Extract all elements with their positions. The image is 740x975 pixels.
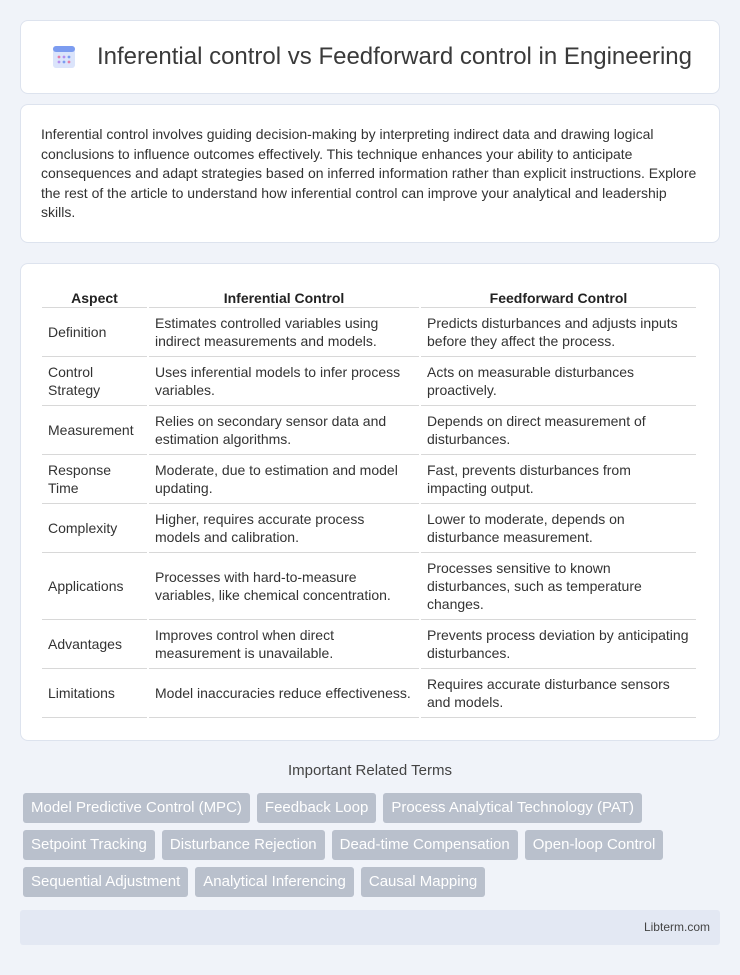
table-row <box>42 553 696 620</box>
cell-inferential: Estimates controlled variables using indirect measurements and models. <box>149 308 419 357</box>
cell-inferential: Model inaccuracies reduce effectiveness. <box>149 669 419 718</box>
cell-aspect: Advantages <box>42 620 147 669</box>
header-aspect: Aspect <box>42 286 147 308</box>
cell-inferential: Higher, requires accurate process models and calibration. <box>149 504 419 553</box>
cell-inferential: Improves control when direct measurement is unavailable. <box>149 620 419 669</box>
cell-aspect: Definition <box>42 308 147 357</box>
tag-analytical-inferencing[interactable]: Analytical Inferencing <box>195 867 354 897</box>
intro-card <box>20 104 720 243</box>
header-feedforward: Feedforward Control <box>421 286 696 308</box>
tag-disturbance-rejection[interactable]: Disturbance Rejection <box>162 830 325 860</box>
tag-causal-mapping[interactable]: Causal Mapping <box>361 867 485 897</box>
tag-sequential-adjustment[interactable]: Sequential Adjustment <box>23 867 188 897</box>
cell-inferential: Moderate, due to estimation and model updating. <box>149 455 419 504</box>
cell-inferential: Processes with hard-to-measure variables, like chemical concentration. <box>149 553 419 620</box>
cell-aspect: Response Time <box>42 455 147 504</box>
comparison-card <box>20 263 720 741</box>
header-inferential: Inferential Control <box>149 286 419 308</box>
table-row <box>42 504 696 553</box>
tag-row <box>23 830 723 860</box>
cell-aspect: Limitations <box>42 669 147 718</box>
cell-feedforward: Processes sensitive to known disturbances, such as temperature changes. <box>421 553 696 620</box>
tag-row <box>23 867 723 897</box>
tag-row <box>23 793 723 823</box>
cell-aspect: Complexity <box>42 504 147 553</box>
footer <box>20 910 720 945</box>
document-list-icon <box>51 44 77 70</box>
tag-open-loop-control[interactable]: Open-loop Control <box>525 830 664 860</box>
cell-feedforward: Lower to moderate, depends on disturbance measurement. <box>421 504 696 553</box>
related-terms-tags <box>23 793 723 904</box>
cell-aspect: Applications <box>42 553 147 620</box>
tag-process-analytical-technology[interactable]: Process Analytical Technology (PAT) <box>383 793 642 823</box>
cell-feedforward: Acts on measurable disturbances proactively. <box>421 357 696 406</box>
tag-setpoint-tracking[interactable]: Setpoint Tracking <box>23 830 155 860</box>
cell-aspect: Control Strategy <box>42 357 147 406</box>
cell-inferential: Uses inferential models to infer process variables. <box>149 357 419 406</box>
cell-feedforward: Requires accurate disturbance sensors and models. <box>421 669 696 718</box>
table-row <box>42 620 696 669</box>
cell-inferential: Relies on secondary sensor data and estimation algorithms. <box>149 406 419 455</box>
related-terms-title: Important Related Terms <box>288 762 452 779</box>
tag-feedback-loop[interactable]: Feedback Loop <box>257 793 376 823</box>
footer-link[interactable]: Libterm.com <box>643 920 710 934</box>
tag-model-predictive-control[interactable]: Model Predictive Control (MPC) <box>23 793 250 823</box>
cell-aspect: Measurement <box>42 406 147 455</box>
comparison-table <box>40 286 698 718</box>
page-title: Inferential control vs Feedforward control in Engineering <box>97 43 692 70</box>
table-row <box>42 455 696 504</box>
table-row <box>42 308 696 357</box>
cell-feedforward: Predicts disturbances and adjusts inputs before they affect the process. <box>421 308 696 357</box>
header-card <box>20 20 720 94</box>
tag-dead-time-compensation[interactable]: Dead-time Compensation <box>332 830 518 860</box>
intro-paragraph: Inferential control involves guiding decision-making by interpreting indirect data and drawing logical conclusions to influence outcomes effectively. This technique enhances your ability to anticipate consequences and adapt strategies based on inferred information rather than explicit instructions. Explore the rest of the article to understand how inferential control can improve your analytical and leadership skills. <box>41 126 697 221</box>
table-row <box>42 357 696 406</box>
table-header-row <box>42 286 696 308</box>
cell-feedforward: Depends on direct measurement of disturbances. <box>421 406 696 455</box>
table-row <box>42 669 696 718</box>
cell-feedforward: Prevents process deviation by anticipating disturbances. <box>421 620 696 669</box>
table-row <box>42 406 696 455</box>
cell-feedforward: Fast, prevents disturbances from impacting output. <box>421 455 696 504</box>
